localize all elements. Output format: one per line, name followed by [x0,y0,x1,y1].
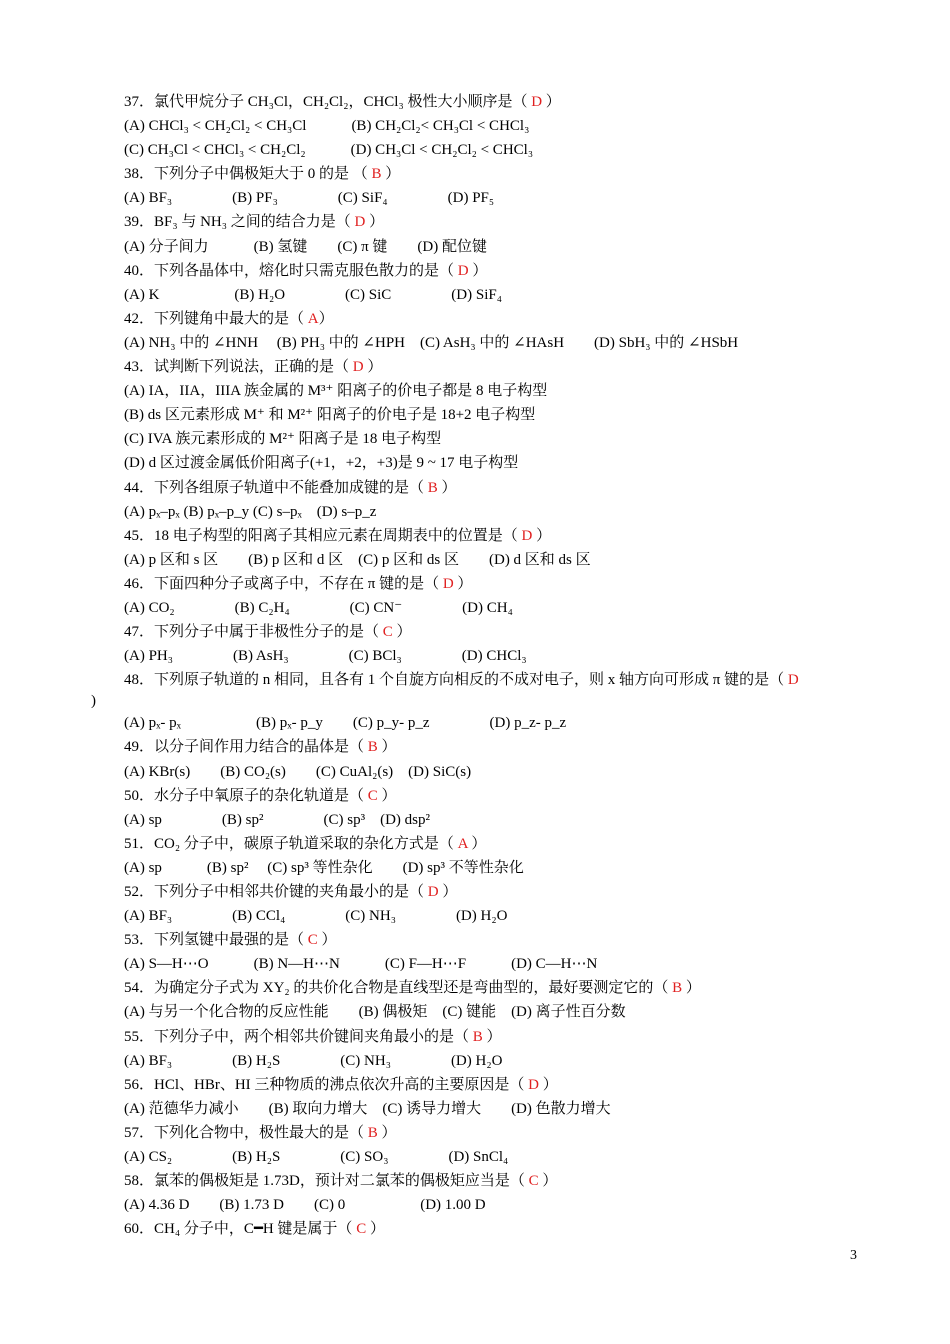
question-line [124,307,904,331]
line-text: ） [377,787,397,804]
question-line [124,832,904,856]
answer-letter: C [367,787,378,804]
line-text: 57．下列化合物中，极性最大的是（ [124,1124,368,1141]
question-line [124,735,904,759]
answer-letter: C [382,624,393,641]
line-text: (C) CH₃Cl < CHCl₃ < CH₂Cl₂ (D) CH₃Cl < CH₂Cl₂ < CHCl₃ [124,142,534,159]
question-line [124,572,904,596]
option-line [124,114,904,138]
option-line [124,1049,904,1073]
page-number: 3 [850,1248,857,1263]
line-text: 46．下面四种分子或离子中，不存在 π 键的是（ [124,575,443,592]
line-text: ） [682,980,701,997]
option-line [124,760,904,784]
option-line [124,500,904,524]
option-line [124,952,904,976]
option-line [124,856,904,880]
answer-letter: D [521,527,533,544]
answer-letter: B [472,1028,483,1045]
question-line [124,476,904,500]
line-text: 60．CH₄ 分子中，C━H 键是属于（ [124,1221,357,1238]
question-line [124,976,904,1000]
question-line [124,355,904,379]
answer-letter: C [528,1173,539,1190]
line-text: (A) CS₂ (B) H₂S (C) SO₃ (D) SnCl₄ [124,1149,509,1166]
line-text: ） [366,1221,385,1238]
question-line [124,210,904,234]
line-text: 45．18 电子构型的阳离子其相应元素在周期表中的位置是（ [124,527,522,544]
line-text: 38．下列分子中偶极矩大于 0 的是 （ [124,166,372,183]
line-text: (A) p 区和 s 区 (B) p 区和 d 区 (C) p 区和 ds 区 (D) d 区和 ds 区 [124,551,591,568]
answer-letter: D [787,672,799,689]
line-text: (A) PH₃ (B) AsH₃ (C) BCl₃ (D) CHCl₃ [124,648,527,665]
option-line [124,711,904,735]
answer-letter: D [352,359,364,376]
answer-letter: B [672,980,683,997]
line-text: ） [453,575,473,592]
question-line [124,668,904,692]
line-text: ） [468,262,488,279]
option-line [124,379,904,403]
option-line [124,596,904,620]
line-text: (A) K (B) H₂O (C) SiC (D) SiF₄ [124,286,502,303]
line-text: 58．氯苯的偶极矩是 1.73D，预计对二氯苯的偶极矩应当是（ [124,1173,529,1190]
line-text: ） [542,94,561,110]
line-text: ） [482,1028,502,1045]
line-text: (A) sp (B) sp² (C) sp³ (D) dsp² [124,811,430,828]
line-text: (D) d 区过渡金属低价阳离子(+1，+2，+3)是 9 ~ 17 电子构型 [124,455,519,472]
line-text: (A) 与另一个化合物的反应性能 (B) 偶极矩 (C) 键能 (D) 离子性百分数 [124,1004,626,1021]
line-text: ) [91,693,96,710]
line-text: ） [317,932,337,949]
question-line [124,1217,904,1241]
option-line [124,138,904,162]
line-text: 40．下列各晶体中，熔化时只需克服色散力的是（ [124,262,458,279]
question-line [124,1169,904,1193]
option-line [124,186,904,210]
option-line [124,283,904,307]
question-line [124,524,904,548]
answer-letter: D [528,1076,540,1093]
option-line [124,1193,904,1217]
option-line [124,427,904,451]
option-line [124,1097,904,1121]
line-text: 43．试判断下列说法，正确的是（ [124,359,353,376]
answer-letter: C [356,1221,367,1238]
line-text: ） [392,624,412,641]
option-line [124,1000,904,1024]
line-text: (A) CHCl₃ < CH₂Cl₂ < CH₃Cl (B) CH₂Cl₂< CH₃Cl < CHCl₃ [124,118,530,135]
question-line [124,162,904,186]
line-text: 56．HCl、HBr、HI 三种物质的沸点依次升高的主要原因是（ [124,1076,529,1093]
line-text: (A) pₓ- pₓ (B) pₓ- p_y (C) p_y- p_z (D) p_z- p_z [124,715,567,732]
line-text: 44．下列各组原子轨道中不能叠加成键的是（ [124,479,428,496]
question-line [124,1073,904,1097]
line-text: 39．BF₃ 与 NH₃ 之间的结合力是（ [124,214,355,231]
option-line [124,451,904,475]
question-line [124,90,904,114]
line-text: 42．下列键角中最大的是（ [124,310,308,327]
option-line [124,904,904,928]
line-text: (C) IVA 族元素形成的 M²⁺ 阳离子是 18 电子构型 [124,431,442,448]
answer-letter: D [457,262,469,279]
line-text: ） [438,884,458,900]
line-text: 48．下列原子轨道的 n 相同，且各有 1 个自旋方向相反的不成对电子，则 x 轴方向可形成 π 键的是（ [124,672,788,689]
line-text: 52．下列分子中相邻共价键的夹角最小的是（ [124,884,428,900]
line-text: ） [363,359,383,376]
question-line [124,1025,904,1049]
line-text: (B) ds 区元素形成 M⁺ 和 M²⁺ 阳离子的价电子是 18+2 电子构型 [124,407,536,424]
option-line [124,403,904,427]
line-text: (A) BF₃ (B) PF₃ (C) SiF₄ (D) PF₅ [124,190,495,207]
line-text: (A) KBr(s) (B) CO₂(s) (C) CuAl₂(s) (D) SiC(s) [124,763,472,780]
line-text: ） [377,739,397,756]
line-text: (A) IA，IIA，IIIA 族金属的 M³⁺ 阳离子的价电子都是 8 电子构型 [124,383,548,400]
question-line [124,784,904,808]
line-text: 55．下列分子中，两个相邻共价键间夹角最小的是（ [124,1028,473,1045]
question-line [124,620,904,644]
answer-letter: C [307,932,318,949]
answer-letter: D [531,94,543,110]
question-line [124,928,904,952]
line-text: 50．水分子中氧原子的杂化轨道是（ [124,787,368,804]
option-line [124,808,904,832]
answer-letter: B [367,1124,378,1141]
answer-letter: D [427,884,439,900]
answer-letter: B [371,166,382,183]
line-text: ） [381,166,401,183]
line-text: ） [467,835,487,852]
option-line [124,235,904,259]
wrapped-line [91,692,904,711]
answer-letter: B [367,739,378,756]
line-text: (A) S—H⋯O (B) N—H⋯N (C) F—H⋯F (D) C—H⋯N [124,956,598,973]
line-text: (A) 分子间力 (B) 氢键 (C) π 键 (D) 配位键 [124,238,487,255]
line-text: 37．氯代甲烷分子 CH₃Cl，CH₂Cl₂，CHCl₃ 极性大小顺序是（ [124,94,532,110]
line-text: (A) BF₃ (B) H₂S (C) NH₃ (D) H₂O [124,1052,503,1069]
line-text: (A) CO₂ (B) C₂H₄ (C) CN⁻ (D) CH₄ [124,599,513,616]
line-text: ） [437,479,457,496]
line-text: 53．下列氢键中最强的是（ [124,932,308,949]
option-line [124,331,904,355]
line-text: 49．以分子间作用力结合的晶体是（ [124,739,368,756]
line-text: ） [539,1076,558,1093]
option-line [124,548,904,572]
answer-letter: D [442,575,454,592]
answer-letter: A [307,310,319,327]
answer-letter: B [427,479,438,496]
line-text: (A) 范德华力减小 (B) 取向力增大 (C) 诱导力增大 (D) 色散力增大 [124,1100,611,1117]
option-line [124,1145,904,1169]
question-list [91,90,904,1241]
line-text: 47．下列分子中属于非极性分子的是（ [124,624,383,641]
line-text: 51．CO₂ 分子中，碳原子轨道采取的杂化方式是（ [124,835,458,852]
line-text: ） [538,1173,558,1190]
line-text: (A) BF₃ (B) CCl₄ (C) NH₃ (D) H₂O [124,908,508,925]
line-text: ） [377,1124,397,1141]
option-line [124,644,904,668]
question-line [124,1121,904,1145]
line-text: ） [365,214,385,231]
line-text: (A) pₓ–pₓ (B) pₓ–p_y (C) s–pₓ (D) s–p_z [124,503,377,520]
answer-letter: D [354,214,366,231]
line-text: (A) sp (B) sp² (C) sp³ 等性杂化 (D) sp³ 不等性杂化 [124,859,524,876]
line-text: ） [318,310,334,327]
question-line [124,880,904,904]
line-text: 54．为确定分子式为 XY₂ 的共价化合物是直线型还是弯曲型的，最好要测定它的（ [124,980,673,997]
question-line [124,259,904,283]
line-text: (A) 4.36 D (B) 1.73 D (C) 0 (D) 1.00 D [124,1197,486,1214]
line-text: ） [532,527,552,544]
answer-letter: A [457,835,468,852]
line-text: (A) NH₃ 中的 ∠HNH (B) PH₃ 中的 ∠HPH (C) AsH₃ 中的 ∠HAsH (D) SbH₃ 中的 ∠HSbH [124,334,739,351]
